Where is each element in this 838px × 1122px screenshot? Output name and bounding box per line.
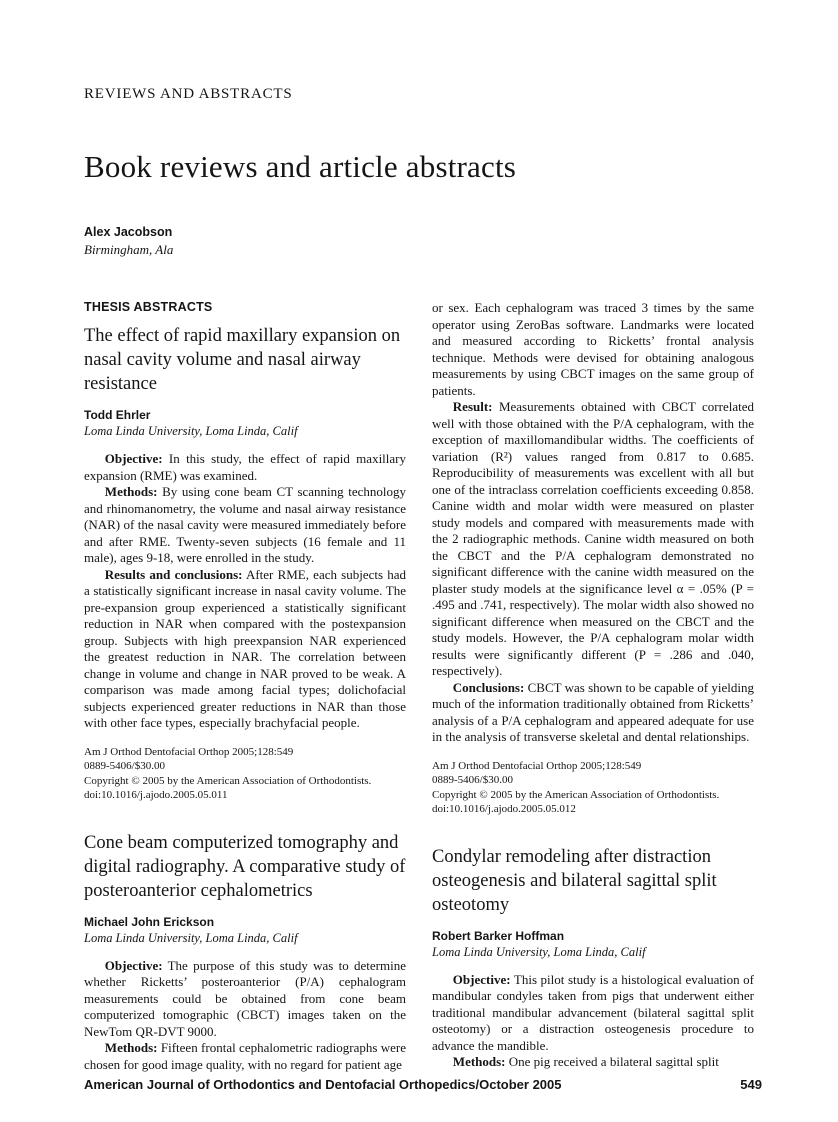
abstract-author: Michael John Erickson [84, 914, 215, 929]
abstract-paragraph [432, 972, 754, 1055]
abstract-paragraph [432, 680, 754, 746]
abstract-paragraph [84, 958, 406, 1041]
abstract-title: Condylar remodeling after distraction osteogenesis and bilateral sagittal split osteotomy [432, 846, 717, 915]
paragraph-label: Methods: [452, 1054, 506, 1069]
paragraph-label: Objective: [452, 971, 511, 987]
paragraph-text: In this study, the effect of rapid maxillary expansion (RME) was examined. [84, 451, 407, 483]
abstract-paragraph [432, 1054, 754, 1071]
paragraph-label: Methods: [104, 1040, 158, 1055]
paragraph-text: or sex. Each cephalogram was traced 3 times by the same operator using ZeroBas software. Landmarks were located and measured according to Ricketts’ frontal analysis technique. Methods were devised for obtaining analogous measurements by using CBCT images on the same group of patients. [432, 300, 754, 398]
abstract-2-start [84, 831, 406, 1074]
editor-affiliation: Birmingham, Ala [84, 242, 174, 257]
abstract-paragraph [84, 451, 406, 484]
paragraph-label: Methods: [104, 484, 158, 499]
paragraph-label: Result: [452, 399, 493, 414]
abstract-paragraph [84, 567, 406, 732]
paragraph-label: Results and conclusions: [104, 566, 243, 582]
paragraph-label: Objective: [104, 451, 163, 466]
footer-journal-title: American Journal of Orthodontics and Dentofacial Orthopedics/October 2005 [84, 1077, 562, 1092]
abstract-paragraph [432, 399, 754, 680]
citation-issn: 0889-5406/$30.00 [84, 760, 165, 772]
abstract-paragraph [84, 1040, 406, 1073]
abstract-title: The effect of rapid maxillary expansion on nasal cavity volume and nasal airway resistance [84, 326, 401, 394]
paragraph-text: Fifteen frontal cephalometric radiographs were chosen for good image quality, with no regard for patient age [84, 1040, 407, 1072]
citation-block [84, 745, 406, 803]
thesis-abstracts-label: THESIS ABSTRACTS [84, 300, 213, 314]
abstract-1 [84, 324, 406, 803]
paragraph-text: One pig received a bilateral sagittal split [508, 1054, 719, 1069]
citation-issn: 0889-5406/$30.00 [432, 774, 513, 786]
abstract-affiliation: Loma Linda University, Loma Linda, Calif [432, 944, 646, 959]
paragraph-label: Objective: [104, 957, 163, 973]
abstract-3 [432, 845, 754, 1071]
paragraph-text: By using cone beam CT scanning technology and rhinomanometry, the volume and nasal airway resistance (NAR) of the nasal cavity were measured immediately before and after RME. Twenty-seven subjects (16 female and 11 male), ages 9-18, were enrolled in the study. [84, 484, 407, 565]
editor-name: Alex Jacobson [84, 225, 173, 239]
citation-doi: doi:10.1016/j.ajodo.2005.05.012 [432, 803, 576, 815]
citation-copyright: Copyright © 2005 by the American Association of Orthodontists. [432, 788, 720, 801]
left-column [84, 300, 406, 1073]
footer-page-number: 549 [740, 1077, 762, 1092]
paragraph-text: The purpose of this study was to determine whether Ricketts’ posteroanterior (P/A) cephalogram measurements could be obtained from cone beam computerized tomographic (CBCT) images taken on the NewTom QR-DVT 9000. [84, 957, 406, 1039]
abstract-paragraph-continuation [432, 300, 754, 399]
abstract-paragraph [84, 484, 406, 567]
citation-block [432, 759, 754, 817]
abstract-title: Cone beam computerized tomography and digital radiography. A comparative study of posteroanterior cephalometrics [84, 832, 406, 901]
abstract-affiliation: Loma Linda University, Loma Linda, Calif [84, 930, 298, 945]
page-footer [84, 1077, 762, 1092]
abstract-2-continued [432, 300, 754, 817]
paragraph-text: CBCT was shown to be capable of yielding much of the information traditionally obtained from Ricketts’ analysis of a P/A cephalogram and appeared adequate for use in the analysis of transverse skeletal and dental relationships. [432, 679, 754, 744]
paragraph-label: Conclusions: [452, 679, 525, 695]
page-title: Book reviews and article abstracts [84, 149, 517, 184]
citation-doi: doi:10.1016/j.ajodo.2005.05.011 [84, 789, 228, 801]
right-column [432, 300, 754, 1073]
citation-ref: Am J Orthod Dentofacial Orthop 2005;128:549 [432, 759, 642, 772]
running-section-header: REVIEWS AND ABSTRACTS [84, 86, 293, 102]
citation-copyright: Copyright © 2005 by the American Association of Orthodontists. [84, 774, 372, 787]
abstract-affiliation: Loma Linda University, Loma Linda, Calif [84, 424, 298, 438]
citation-ref: Am J Orthod Dentofacial Orthop 2005;128:549 [84, 745, 294, 758]
paragraph-text: After RME, each subjects had a statistically significant increase in nasal cavity volume. The pre-expansion group experienced a statistically significant reduction in NAR when compared with the postexpansion group. Subjects with high preexpansion NAR experienced the greatest reduction in NAR. The correlation between change in volume and change in NAR proved to be weak. A comparison was made among facial types; dolichofacial subjects experienced greater reductions in NAR than those with other face types, especially brachyfacial people. [84, 566, 406, 730]
abstract-author: Robert Barker Hoffman [432, 928, 565, 943]
paragraph-text: Measurements obtained with CBCT correlated well with those obtained with the P/A cephalogram, with the exception of maxillomandibular widths. The coefficients of variation (R²) values ranged from 0.817 to 0.685. Reproducibility of measurements was excellent with all but one of the intraclass correlation coefficients exceeding 0.858. Canine width and molar width were measured on plaster study models and compared with measurements made with the 2 radiographic methods. Canine width measured on both the CBCT and the P/A cephalogram demonstrated no significant difference with the canine width measured on the plaster study models at the significance level α = .05% (P = .495 and .741, respectively). The molar width also showed no significant difference when measured on the CBCT and the study models. However, the P/A cephalogram molar width results were significantly different (P = .286 and .040, respectively). [432, 399, 754, 678]
two-column-body [84, 300, 754, 1073]
paragraph-text: This pilot study is a histological evaluation of mandibular condyles taken from pigs that underwent either traditional mandibular advancement (bilateral sagittal split osteotomy) or a distraction osteogenesis procedure to advance the mandible. [432, 971, 754, 1053]
abstract-author: Todd Ehrler [84, 408, 151, 422]
